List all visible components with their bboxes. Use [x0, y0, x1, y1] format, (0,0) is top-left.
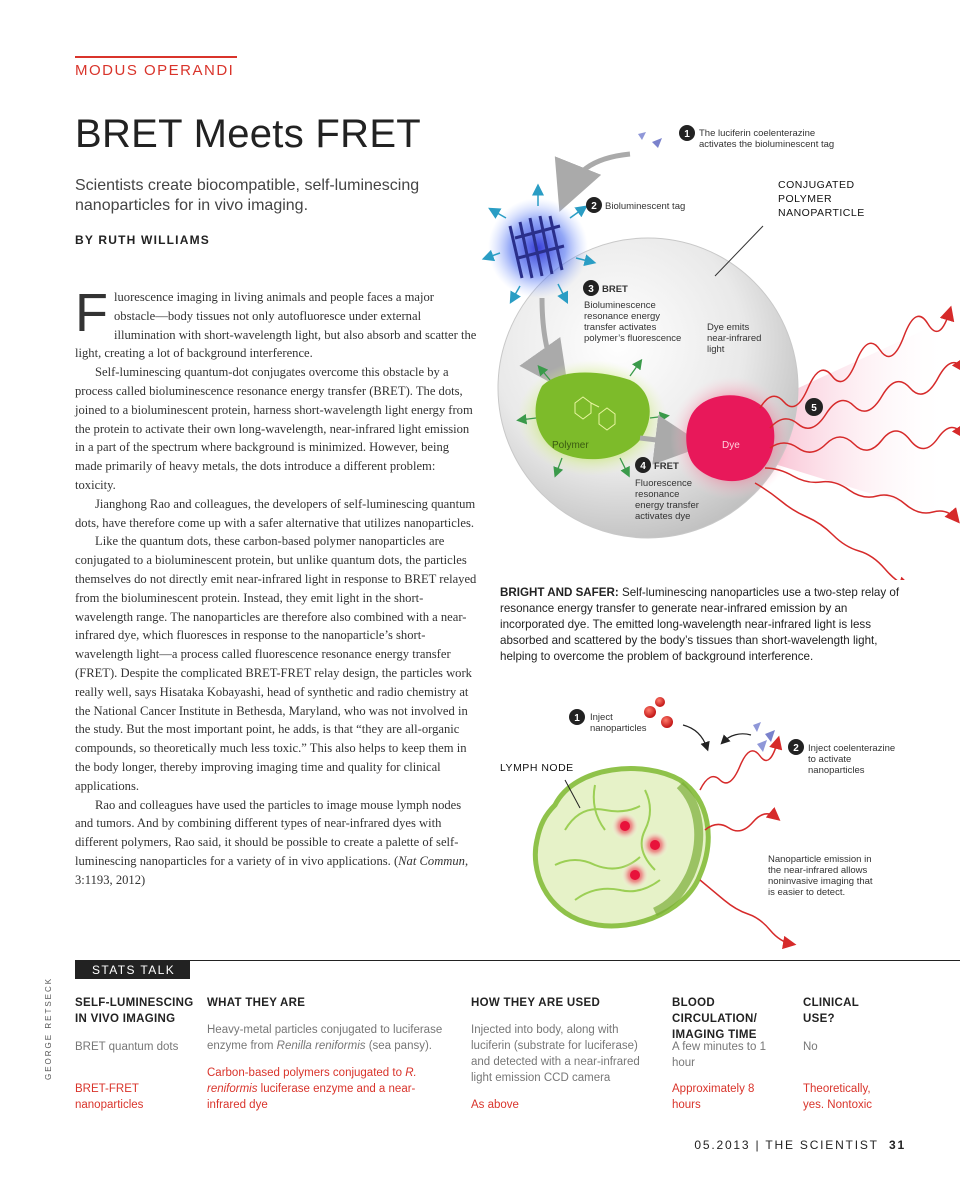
stats-header-what: WHAT THEY ARE — [207, 997, 306, 1009]
row2-name: BRET-FRET nanoparticles — [75, 1083, 144, 1111]
fret-description: Fluorescence resonance energy transfer activates dye — [635, 478, 699, 522]
row1-what: Heavy-metal particles conjugated to luciferase enzyme from Renilla reniformis (sea pansy). — [207, 1024, 443, 1052]
paragraph-2: Self-luminescing quantum-dot conjugates overcome this obstacle by a process called bioluminescence resonance energy transfer (BRET). The dots, joined to a bioluminescent protein, harness short-wavelength light energy from the protein to activate their own long-wavelength, near-infrared light emission in a part of the spectrum where background is minimized. However, being made primarily of heavy metals, the dots introduce a different problem: toxicity. — [75, 365, 473, 492]
svg-text:2: 2 — [591, 201, 597, 212]
activate-arrow — [723, 734, 751, 742]
coelenterazine — [753, 722, 775, 752]
conjugated-label: CONJUGATED POLYMER NANOPARTICLE — [778, 179, 865, 219]
paragraph-1: Fluorescence imaging in living animals and people faces a major obstacle—body tissues not only autofluoresce under external illumination with short-wavelength light, but also absorb and scatter the light, creating a lot of background interference. — [75, 283, 477, 361]
row2-clinical: Theoretically, yes. Nontoxic — [803, 1083, 873, 1111]
svg-text:4: 4 — [640, 461, 646, 472]
bret-title: BRET — [602, 284, 628, 295]
nanoparticle-emission — [700, 740, 792, 944]
row1-time: A few minutes to 1 hour — [672, 1041, 766, 1069]
article-body — [75, 283, 478, 890]
nanoparticles — [644, 697, 673, 728]
page-title: BRET Meets FRET — [75, 112, 422, 156]
lymph-node-label: LYMPH NODE — [500, 762, 574, 774]
bret-description: Bioluminescence resonance energy transfer activates polymer’s fluorescence — [584, 300, 682, 344]
page-number: 31 — [889, 1138, 906, 1152]
illustration-credit: GEORGE RETSECK — [44, 976, 53, 1080]
stats-talk-tab: STATS TALK — [75, 961, 190, 979]
step2-label: Bioluminescent tag — [605, 201, 686, 212]
bret-fret-diagram — [480, 118, 960, 580]
svg-text:2: 2 — [793, 743, 799, 754]
svg-text:3: 3 — [588, 284, 594, 295]
page-footer: 05.2013 | THE SCIENTIST 31 — [694, 1138, 906, 1152]
luciferin-arrow — [565, 154, 630, 198]
byline: BY RUTH WILLIAMS — [75, 233, 210, 247]
row2-time: Approximately 8 hours — [672, 1083, 755, 1111]
row1-clinical: No — [803, 1041, 818, 1053]
stats-rule — [75, 960, 960, 961]
svg-text:1: 1 — [684, 129, 690, 140]
polymer-label: Polymer — [552, 440, 589, 451]
stats-header-clinical: CLINICAL USE? — [803, 997, 860, 1025]
fret-title: FRET — [654, 461, 679, 472]
lymph-node — [535, 769, 708, 926]
inject-arrow — [683, 725, 707, 748]
luciferin-molecule — [652, 138, 662, 148]
row1-name: BRET quantum dots — [75, 1041, 179, 1053]
coelenterazine-label: Inject coelenterazine to activate nanoparticles — [808, 743, 896, 776]
svg-text:5: 5 — [811, 403, 817, 414]
figure-caption: BRIGHT AND SAFER: Self-luminescing nanoparticles use a two-step relay of resonance energy transfer to generate near-infrared emission by an incorporated dye. The emitted long-wavelength near-infrared light is less absorbed and scattered by the body’s tissues than short-wavelength light, helping to overcome the problem of background interference. — [500, 586, 900, 663]
step1-label: The luciferin coelenterazine activates the bioluminescent tag — [699, 128, 835, 150]
row2-what: Carbon-based polymers conjugated to R. reniformis luciferase enzyme and a near-infrared dye — [207, 1067, 417, 1111]
svg-text:1: 1 — [574, 713, 580, 724]
dye-emits-label: Dye emits near-infrared light — [707, 322, 762, 355]
paragraph-3: Jianghong Rao and colleagues, the developers of self-luminescing quantum dots, have therefore come up with a safer alternative that utilizes nanoparticles. — [75, 496, 476, 530]
subtitle: Scientists create biocompatible, self-luminescing nanoparticles for in vivo imaging. — [75, 177, 420, 214]
luciferin-molecule — [638, 132, 646, 140]
dye-label: Dye — [722, 440, 740, 451]
caption-lead: BRIGHT AND SAFER: — [500, 586, 619, 599]
paragraph-4: Like the quantum dots, these carbon-based polymer nanoparticles are conjugated to a bioluminescent protein, but unlike quantum dots, the particles themselves do not directly emit near-infrared light in response to BRET relayed from the bioluminescent protein. Instead, they emit light in the short-wavelength range. The nanoparticles are therefore also combined with a near-infrared dye, which fluoresces in response to the nanoparticle’s short-wavelength light—a process called fluorescence resonance energy transfer (FRET). Despite the complicated BRET-FRET relay design, the particles work really well, says Hisataka Kobayashi, head of synthetic and radio chemistry at the National Cancer Institute in Bethesda, Maryland, who was not involved in the study. But the most important point, he adds, is that “they are all-organic compounds, so theoretically much less toxic.” This also helps to keep them in the body longer, thereby improving imaging time and quality for clinical applications. — [75, 534, 477, 793]
row1-how: Injected into body, along with luciferin (substrate for luciferase) and detected with a near-infrared light emission CCD camera — [471, 1024, 640, 1084]
lymph-node-diagram — [495, 690, 960, 950]
stats-header-how: HOW THEY ARE USED — [471, 997, 601, 1009]
stats-header-imaging: SELF-LUMINESCING IN VIVO IMAGING — [75, 997, 194, 1025]
section-label: MODUS OPERANDI — [75, 62, 235, 79]
citation-journal: Nat Commun — [398, 853, 465, 868]
paragraph-5: Rao and colleagues have used the particles to image mouse lymph nodes and tumors. And by combining different types of near-infrared dyes with different polymers, Rao said, it should be possible to create a palette of self-luminescing nanoparticles for a variety of in vivo applications. (Nat Commun, 3:1193, 2012) — [75, 797, 469, 887]
stats-header-circulation: BLOOD CIRCULATION/ IMAGING TIME — [672, 997, 758, 1041]
section-rule — [75, 56, 237, 58]
emission-label: Nanoparticle emission in the near-infrared allows noninvasive imaging that is easier to detect. — [768, 854, 873, 898]
row2-how: As above — [471, 1099, 519, 1111]
drop-cap: F — [75, 283, 108, 343]
inject-label: Inject nanoparticles — [590, 712, 647, 734]
